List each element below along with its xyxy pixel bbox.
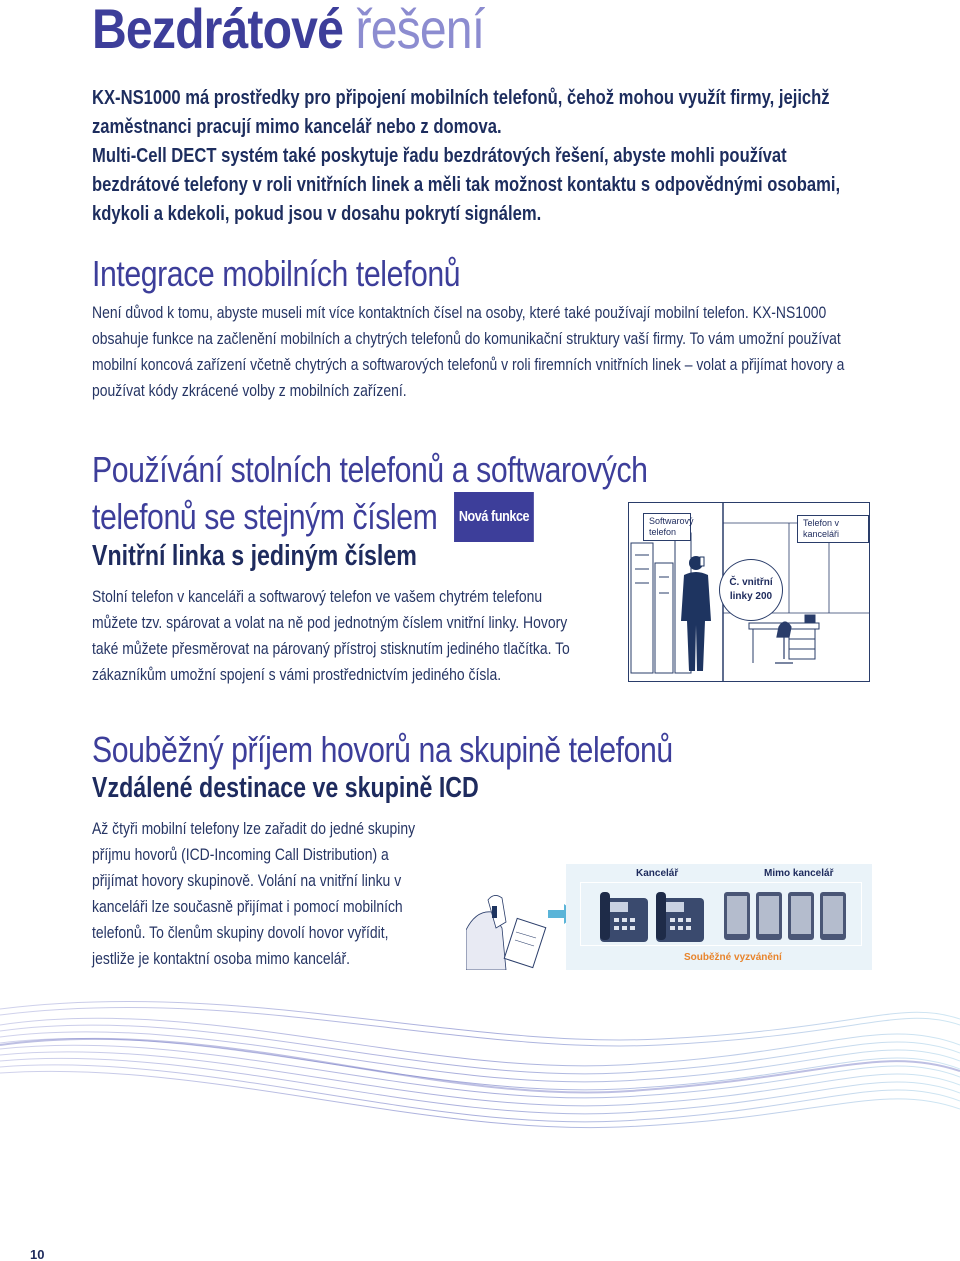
section2-subheading: Vnitřní linka s jediným číslem [92,540,417,572]
section1-heading: Integrace mobilních telefonů [92,253,461,294]
desk-phone-icon [656,892,704,942]
section2-body: Stolní telefon v kanceláři a softwarový telefon ve vašem chytrém telefonu můžete tzv. spárovat a volat na ně pod jednotným číslem vnitřní linky. Hovory také můžete přesměrovat na párovaný přístroj stisknutím jediného tlačítka. To zákazníkům umožní spojení s vámi prostřednictvím jediného čísla. [92,587,570,684]
section2-heading-line2-text: telefonů se stejným číslem [92,496,438,537]
phones-row [596,892,856,950]
decorative-wave [0,985,960,1195]
page-number: 10 [30,1247,45,1261]
page-title [92,0,484,61]
extension-bubble-line2: linky 200 [729,591,773,602]
section3-heading: Souběžný příjem hovorů na skupině telefonů [92,729,673,770]
intro-paragraph-1: KX-NS1000 má prostředky pro připojení mobilních telefonů, čehož mohou využít firmy, jejichž zaměstnanci pracují mimo kancelář nebo z domova. [92,87,830,138]
softphone-label: Softwarový telefon [643,513,691,541]
section1-body: Není důvod k tomu, abyste museli mít více kontaktních čísel na osoby, které také používají mobilní telefon. KX-NS1000 obsahuje funkce na začlenění mobilních a chytrých telefonů do komunikační struktury vaší firmy. To vám umožní používat mobilní koncová zařízení včetně chytrých a softwarových telefonů v roli firemních vnitřních linek – volat a přijímat hovory a používat kódy zkrácené volby z mobilních zařízení. [92,303,845,400]
buildings-icon [631,533,691,673]
office-label: Kancelář [636,868,679,879]
title-accent: řešení [355,0,485,60]
outside-office-label: Mimo kancelář [764,868,834,879]
intro-block [92,84,856,229]
extension-bubble [719,559,783,621]
simultaneous-ringing-label: Souběžné vyzvánění [684,952,782,963]
smartphone-icon [788,892,814,940]
title-main: Bezdrátové [92,0,344,60]
intro-paragraph-2: Multi-Cell DECT systém také poskytuje řadu bezdrátových řešení, abyste mohli používat bezdrátové telefony v roli vnitřních linek a měli tak možnost kontaktu s odpovědnými osobami, kdykoli a kdekoli, pokud jsou v dosahu pokrytí signálem. [92,145,841,225]
smartphone-icon [724,892,750,940]
desk-phone-icon [600,892,648,942]
single-number-diagram [628,502,870,682]
smartphone-icon [756,892,782,940]
office-phone-label: Telefon v kanceláři [797,515,869,543]
section3-subheading: Vzdálené destinace ve skupině ICD [92,772,479,804]
icd-group-diagram [566,864,872,970]
section2-heading-line1: Používání stolních telefonů a softwarových [92,449,648,490]
extension-bubble-line1: Č. vnitřní [729,577,773,588]
new-feature-badge: Nová funkce [454,492,534,542]
section2-heading-line2 [92,492,534,542]
section3-body: Až čtyři mobilní telefony lze zařadit do jedné skupiny příjmu hovorů (ICD-Incoming Call Distribution) a přijímat hovory skupinově. Volání na vnitřní linku v kanceláři lze současně přijímat i pomocí mobilních telefonů. To členům skupiny dovolí hovor vyřídit, jestliže je kontaktní osoba mimo kancelář. [92,819,416,968]
smartphone-icon [820,892,846,940]
